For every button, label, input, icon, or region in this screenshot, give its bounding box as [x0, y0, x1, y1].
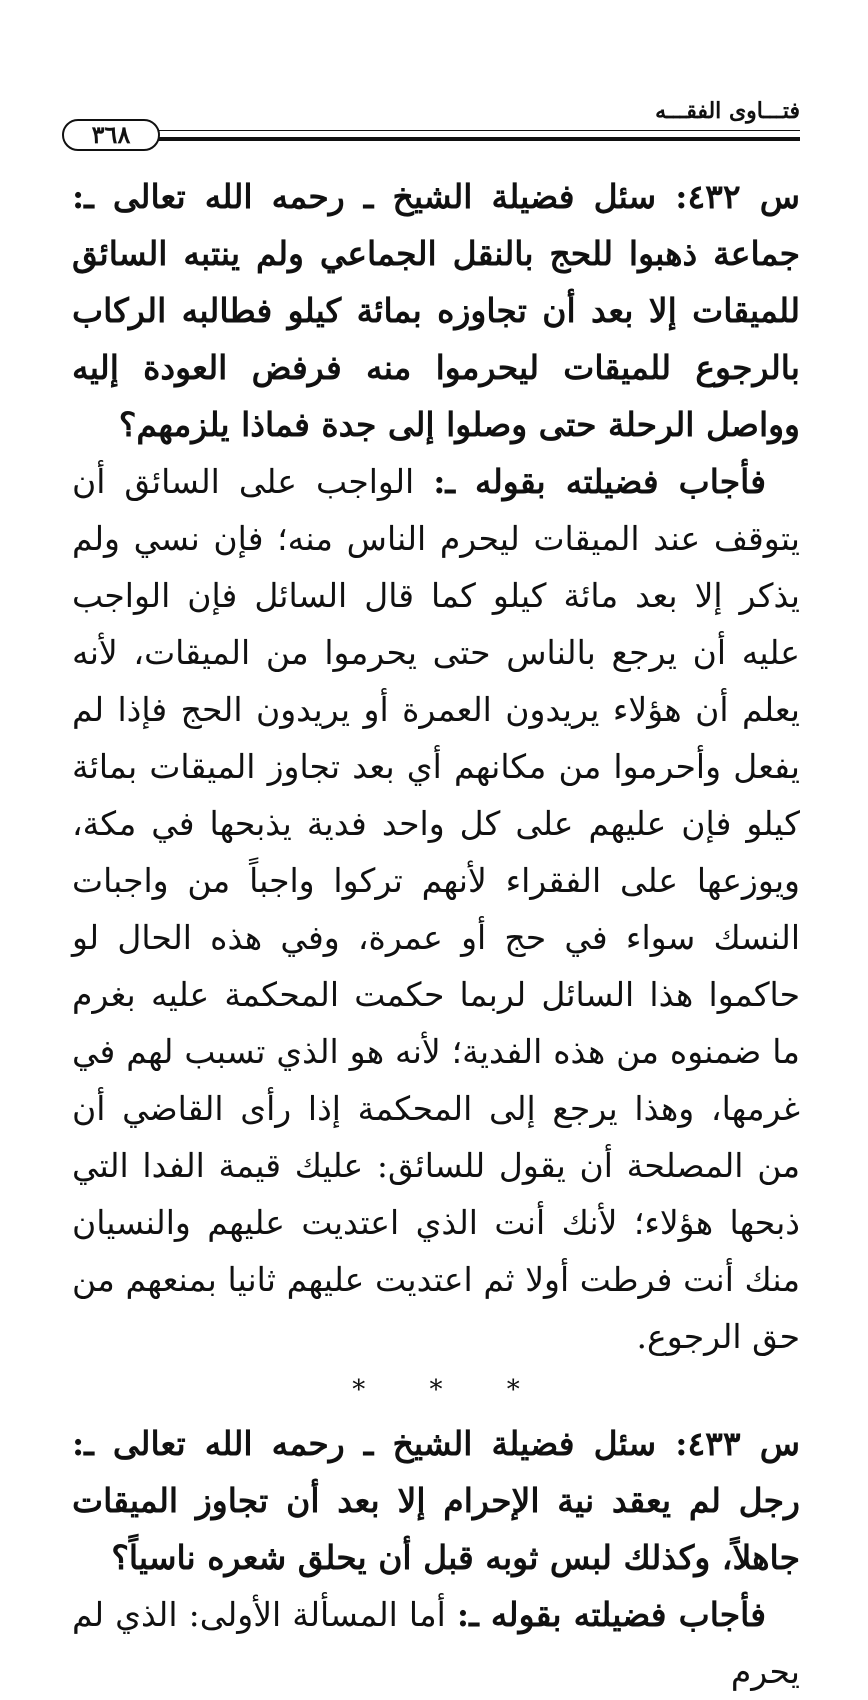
answer-lead: فأجاب فضيلته بقوله ـ:: [456, 1595, 767, 1634]
answer-text: أما المسألة الأولى: الذي لم يحرم: [72, 1595, 800, 1691]
page-number: ٣٦٨: [62, 119, 160, 151]
answer-text: الواجب على السائق أن يتوقف عند الميقات ليحرم الناس منه؛ فإن نسي ولم يذكر إلا بعد مائة كيلو كما قال السائل فإن الواجب عليه أن يرجع بالناس حتى يحرموا من الميقات، لأنه يعلم أن هؤلاء يريدون العمرة أو يريدون الحج فإذا لم يفعل وأحرموا من مكانهم أي بعد تجاوز الميقات بمائة كيلو فإن عليهم على كل واحد فدية يذبحها في مكة، ويوزعها على الفقراء لأنهم تركوا واجباً من واجبات النسك سواء في حج أو عمرة، وفي هذه الحال لو حاكموا هذا السائل لربما حكمت المحكمة عليه بغرم ما ضمنوه من هذه الفدية؛ لأنه هو الذي تسبب لهم في غرمها، وهذا يرجع إلى المحكمة إذا رأى القاضي أن من المصلحة أن يقول للسائق: عليك قيمة الفدا التي ذبحها هؤلاء؛ لأنك أنت الذي اعتديت عليهم والنسيان منك أنت فرطت أولا ثم اعتديت عليهم ثانيا بمنعهم من حق الرجوع.: [72, 462, 800, 1356]
running-title: فتـــاوى الفقـــه: [655, 98, 800, 124]
question-433: س ٤٣٣: سئل فضيلة الشيخ ـ رحمه الله تعالى ـ: رجل لم يعقد نية الإحرام إلا بعد أن تجاوز الميقات جاهلاً، وكذلك لبس ثوبه قبل أن يحلق شعره ناسياً؟: [72, 1424, 800, 1577]
header-rule-thick: [150, 137, 800, 141]
section-separator: * * *: [352, 1375, 548, 1405]
body-text: [72, 168, 800, 1700]
header-rule-thin: [150, 130, 800, 131]
question-432: س ٤٣٢: سئل فضيلة الشيخ ـ رحمه الله تعالى ـ: جماعة ذهبوا للحج بالنقل الجماعي ولم ينتبه السائق للميقات إلا بعد أن تجاوزه بمائة كيلو فطالبه الركاب بالرجوع للميقات ليحرموا منه فرفض العودة إليه وواصل الرحلة حتى وصلوا إلى جدة فماذا يلزمهم؟: [72, 177, 800, 444]
answer-lead: فأجاب فضيلته بقوله ـ:: [433, 462, 767, 501]
answer-432: [72, 453, 800, 1365]
answer-433: [72, 1586, 800, 1700]
